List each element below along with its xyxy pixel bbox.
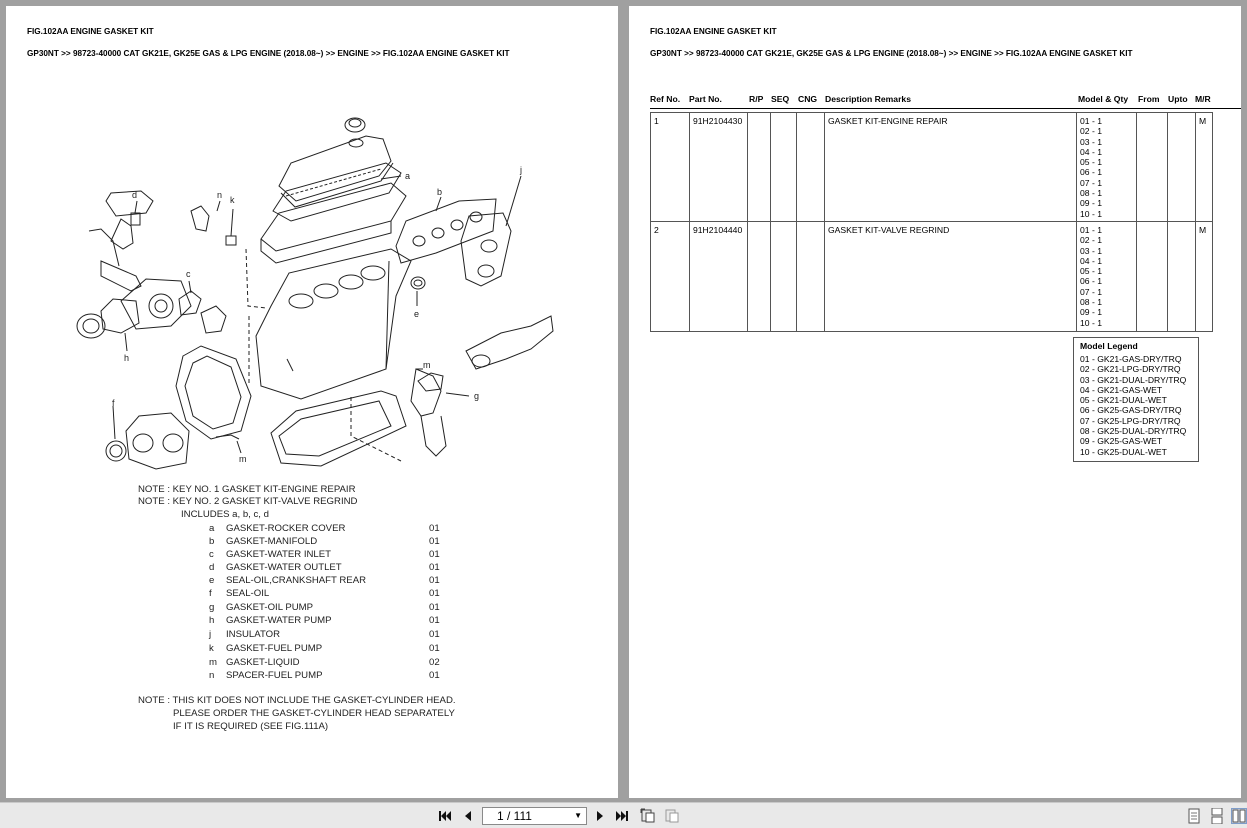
item-key: e <box>209 575 215 586</box>
model-qty-line: 01 - 1 <box>1080 225 1102 235</box>
callout-k: k <box>230 195 235 205</box>
cell-rp <box>748 113 771 221</box>
col-part-no: Part No. <box>689 94 722 104</box>
item-qty: 02 <box>429 657 440 668</box>
cell-model-qty <box>1077 222 1137 331</box>
item-qty: 01 <box>429 562 440 573</box>
single-page-view-icon[interactable] <box>1186 808 1202 824</box>
item-desc: GASKET-WATER INLET <box>226 549 332 560</box>
col-description: Description Remarks <box>825 94 911 104</box>
legend-item: 07 - GK25-LPG-DRY/TRQ <box>1080 415 1181 426</box>
cell-cng <box>797 113 825 221</box>
col-rp: R/P <box>749 94 764 104</box>
item-key: d <box>209 562 215 573</box>
item-desc: SEAL-OIL <box>226 588 270 599</box>
two-page-view-icon[interactable] <box>1231 808 1247 824</box>
model-legend <box>1073 337 1199 462</box>
col-ref-no: Ref No. <box>650 94 681 104</box>
model-qty-line: 09 - 1 <box>1080 307 1102 318</box>
callout-g: g <box>474 391 480 401</box>
model-qty-line: 07 - 1 <box>1080 286 1102 297</box>
item-key: g <box>209 602 215 613</box>
last-page-icon[interactable] <box>614 808 630 824</box>
item-qty: 01 <box>429 536 440 547</box>
model-qty-line: 03 - 1 <box>1080 136 1102 147</box>
model-qty-line: 08 - 1 <box>1080 297 1102 308</box>
note-key-1: NOTE : KEY NO. 1 GASKET KIT-ENGINE REPAIR <box>138 484 356 495</box>
callout-b: b <box>437 187 443 197</box>
cell-seq <box>771 113 797 221</box>
right-document-page <box>629 6 1241 798</box>
cell-ref: 1 <box>651 113 690 221</box>
callout-d: d <box>132 190 138 200</box>
col-mr: M/R <box>1195 94 1211 104</box>
callout-a: a <box>405 171 411 181</box>
next-page-icon[interactable] <box>592 808 608 824</box>
cell-cng <box>797 222 825 331</box>
model-qty-line: 10 - 1 <box>1080 208 1102 219</box>
item-qty: 01 <box>429 670 440 681</box>
item-qty: 01 <box>429 629 440 640</box>
legend-title: Model Legend <box>1080 341 1138 351</box>
legend-item: 06 - GK25-GAS-DRY/TRQ <box>1080 405 1182 416</box>
exploded-parts-diagram <box>61 101 561 471</box>
fit-width-icon[interactable] <box>664 808 680 824</box>
cell-rp <box>748 222 771 331</box>
legend-item: 08 - GK25-DUAL-DRY/TRQ <box>1080 426 1187 437</box>
callout-m: m <box>423 360 431 370</box>
cell-description: GASKET KIT-VALVE REGRIND <box>825 222 1077 331</box>
cell-from <box>1137 113 1168 221</box>
col-model-qty: Model & Qty <box>1078 94 1129 104</box>
legend-item: 03 - GK21-DUAL-DRY/TRQ <box>1080 374 1187 385</box>
page-indicator: 1 / 111 <box>497 809 532 823</box>
prev-page-icon[interactable] <box>460 808 476 824</box>
item-qty: 01 <box>429 602 440 613</box>
figure-breadcrumb: GP30NT >> 98723-40000 CAT GK21E, GK25E GAS & LPG ENGINE (2018.08~) >> ENGINE >> FIG.102AA ENGINE GASKET KIT <box>650 49 1133 58</box>
legend-item: 09 - GK25-GAS-WET <box>1080 436 1163 447</box>
item-desc: GASKET-ROCKER COVER <box>226 523 346 534</box>
item-desc: GASKET-WATER PUMP <box>226 615 332 626</box>
callout-m-lower: m <box>239 454 247 464</box>
col-from: From <box>1138 94 1160 104</box>
item-key: f <box>209 588 212 599</box>
cell-seq <box>771 222 797 331</box>
item-desc: INSULATOR <box>226 629 281 640</box>
item-desc: GASKET-FUEL PUMP <box>226 643 323 654</box>
model-qty-line: 06 - 1 <box>1080 276 1102 287</box>
figure-breadcrumb: GP30NT >> 98723-40000 CAT GK21E, GK25E GAS & LPG ENGINE (2018.08~) >> ENGINE >> FIG.102AA ENGINE GASKET KIT <box>27 49 510 58</box>
callout-j: j <box>520 165 522 175</box>
table-row[interactable] <box>651 113 1212 222</box>
note-footer-1: NOTE : THIS KIT DOES NOT INCLUDE THE GASKET-CYLINDER HEAD. <box>138 695 456 706</box>
figure-title: FIG.102AA ENGINE GASKET KIT <box>650 27 777 36</box>
model-qty-line: 02 - 1 <box>1080 235 1102 246</box>
model-qty-line: 04 - 1 <box>1080 146 1102 157</box>
left-document-page <box>6 6 618 798</box>
callout-h: h <box>124 353 130 363</box>
cell-ref: 2 <box>651 222 690 331</box>
model-qty-line: 04 - 1 <box>1080 255 1102 266</box>
cell-part-no: 91H2104430 <box>690 113 748 221</box>
callout-n: n <box>217 190 223 200</box>
parts-table <box>650 112 1213 332</box>
item-desc: GASKET-MANIFOLD <box>226 536 318 547</box>
callout-f: f <box>112 398 115 408</box>
model-qty-line: 03 - 1 <box>1080 245 1102 256</box>
model-qty-line: 07 - 1 <box>1080 177 1102 188</box>
cell-description: GASKET KIT-ENGINE REPAIR <box>825 113 1077 221</box>
cell-mr: M <box>1199 225 1207 235</box>
item-key: a <box>209 523 215 534</box>
note-footer-2: PLEASE ORDER THE GASKET-CYLINDER HEAD SEPARATELY <box>173 708 455 719</box>
item-qty: 01 <box>429 615 440 626</box>
col-upto: Upto <box>1168 94 1188 104</box>
item-desc: GASKET-OIL PUMP <box>226 602 314 613</box>
legend-item: 04 - GK21-GAS-WET <box>1080 384 1163 395</box>
viewer-toolbar <box>0 802 1247 828</box>
callout-c: c <box>186 269 191 279</box>
item-key: m <box>209 657 217 668</box>
model-qty-line: 02 - 1 <box>1080 126 1102 137</box>
cell-from <box>1137 222 1168 331</box>
item-desc: SPACER-FUEL PUMP <box>226 670 323 681</box>
legend-item: 10 - GK25-DUAL-WET <box>1080 446 1167 457</box>
item-key: c <box>209 549 214 560</box>
model-qty-line: 01 - 1 <box>1080 116 1102 126</box>
legend-item: 01 - GK21-GAS-DRY/TRQ <box>1080 354 1182 364</box>
item-qty: 01 <box>429 643 440 654</box>
col-seq: SEQ <box>771 94 790 104</box>
cell-upto <box>1168 222 1196 331</box>
item-key: n <box>209 670 215 681</box>
model-qty-line: 08 - 1 <box>1080 188 1102 199</box>
item-qty: 01 <box>429 549 440 560</box>
item-qty: 01 <box>429 523 440 534</box>
item-desc: GASKET-LIQUID <box>226 657 300 668</box>
model-qty-line: 06 - 1 <box>1080 167 1102 178</box>
item-qty: 01 <box>429 575 440 586</box>
chevron-down-icon[interactable]: ▼ <box>574 811 582 820</box>
model-qty-line: 05 - 1 <box>1080 157 1102 168</box>
figure-title: FIG.102AA ENGINE GASKET KIT <box>27 27 154 36</box>
first-page-icon[interactable] <box>437 808 453 824</box>
cell-model-qty <box>1077 113 1137 221</box>
item-key: b <box>209 536 215 547</box>
continuous-view-icon[interactable] <box>1209 808 1225 824</box>
header-divider <box>650 108 1241 109</box>
col-cng: CNG <box>798 94 818 104</box>
model-qty-line: 05 - 1 <box>1080 266 1102 277</box>
callout-e: e <box>414 309 420 319</box>
note-includes: INCLUDES a, b, c, d <box>181 509 269 520</box>
fit-page-icon[interactable] <box>640 808 656 824</box>
item-qty: 01 <box>429 588 440 599</box>
item-desc: SEAL-OIL,CRANKSHAFT REAR <box>226 575 367 586</box>
note-key-2: NOTE : KEY NO. 2 GASKET KIT-VALVE REGRIND <box>138 496 358 507</box>
cell-upto <box>1168 113 1196 221</box>
item-key: h <box>209 615 215 626</box>
cell-part-no: 91H2104440 <box>690 222 748 331</box>
item-desc: GASKET-WATER OUTLET <box>226 562 342 573</box>
table-row[interactable] <box>651 222 1212 331</box>
item-key: k <box>209 643 214 654</box>
model-qty-line: 10 - 1 <box>1080 317 1102 328</box>
model-qty-line: 09 - 1 <box>1080 198 1102 209</box>
note-footer-3: IF IT IS REQUIRED (SEE FIG.111A) <box>173 721 329 732</box>
legend-item: 02 - GK21-LPG-DRY/TRQ <box>1080 364 1181 375</box>
legend-item: 05 - GK21-DUAL-WET <box>1080 395 1167 406</box>
cell-mr: M <box>1199 116 1207 126</box>
page-number-input[interactable] <box>482 807 587 825</box>
item-key: j <box>209 629 212 640</box>
